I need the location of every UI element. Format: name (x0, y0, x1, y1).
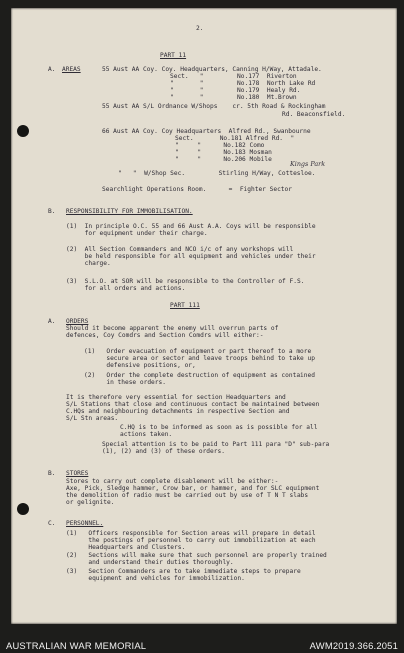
section-b-label: B. (48, 208, 56, 215)
stores-heading: STORES (66, 470, 89, 477)
punch-hole (17, 503, 29, 515)
orders-paragraph: Special attention is to be paid to Part 111 para "D" sub-para (1), (2) and (3) of these orders. (102, 441, 330, 455)
area-line: " " No.183 Mosman (175, 149, 272, 156)
page-number: 2. (196, 25, 204, 32)
orders-heading: ORDERS (66, 318, 89, 325)
area-line: " " W/Shop Sec. Stirling H/Way, Cottesloe. (118, 170, 316, 177)
personnel-heading: PERSONNEL. (66, 520, 104, 527)
area-line: " " No.182 Como (175, 142, 265, 149)
section-a-label: A. (48, 66, 56, 73)
orders-paragraph: C.HQ is to be informed as soon as is possible for all actions taken. (120, 424, 318, 438)
area-line: " " No.179 Healy Rd. (170, 87, 301, 94)
responsibility-item: (3) S.L.O. at SOR will be responsible to the Controller of F.S. for all orders and actions. (66, 278, 305, 292)
personnel-label: C. (48, 520, 56, 527)
area-line: 55 Aust AA S/L Ordnance W/Shops cr. 5th Road & Rockingham (102, 103, 326, 110)
areas-heading: AREAS (62, 66, 81, 73)
area-line: Searchlight Operations Room. = Fighter Sector (102, 186, 292, 193)
responsibility-heading: RESPONSIBILITY FOR IMMOBILISATION. (66, 208, 193, 215)
area-line: Rd. Beaconsfield. (282, 111, 346, 118)
footer-institution: AUSTRALIAN WAR MEMORIAL (6, 640, 147, 651)
area-line: " " No.180 Mt.Brown (170, 94, 297, 101)
responsibility-item: (1) In principle O.C. 55 and 66 Aust A.A. Coys will be responsible for equipment under their charge. (66, 223, 316, 237)
punch-hole (17, 125, 29, 137)
handwritten-annotation: Kings Park (290, 160, 326, 168)
area-line: Sect. No.181 Alfred Rd. " (175, 135, 295, 142)
part-2-heading: PART 11 (160, 52, 187, 59)
part-3-heading: PART 111 (170, 302, 200, 309)
orders-item: (1) Order evacuation of equipment or part thereof to a more secure area or sector and leave troops behind to take up defensive positions, or, (84, 348, 315, 369)
responsibility-item: (2) All Section Commanders and NCO i/c of any workshops will be held responsible for all equipment and vehicles under their charge. (66, 246, 316, 267)
orders-item: (2) Order the complete destruction of equipment as contained in these orders. (84, 372, 315, 386)
orders-paragraph: It is therefore very essential for section Headquarters and S/L Stations that close and continuous contact be maintained between C.HQs and neighbouring detachments in respective Section and S/L Stn areas. (66, 394, 320, 422)
area-line: " " No.206 Mobile (175, 156, 272, 163)
area-line: " " No.178 North Lake Rd (170, 80, 316, 87)
orders-intro: Should it become apparent the enemy will overrun parts of defences, Coy Comdrs and Section Comdrs will either:- (66, 325, 279, 339)
footer-accession-number: AWM2019.366.2051 (309, 640, 398, 651)
area-line: 66 Aust AA Coy. Coy Headquarters Alfred Rd., Swanbourne (102, 128, 311, 135)
footer-bar (0, 627, 404, 653)
personnel-item: (1) Officers responsible for Section areas will prepare in detail the postings of personnel to carry out immobilization at each Headquarters and Clusters. (66, 530, 316, 551)
area-line: Sect. " No.177 Riverton (170, 73, 297, 80)
area-line: 55 Aust AA Coy. Coy. Headquarters, Canning H/Way, Attadale. (102, 66, 322, 73)
stores-text: Stores to carry out complete disablement will be either:- Axe, Pick, Sledge hammer, Crow bar, or hammer, and for SLC equipment the demolition of radio must be carried out by use of T N T slabs or gelignite. (66, 478, 320, 506)
personnel-item: (2) Sections will make sure that such personnel are properly trained and understand their duties thoroughly. (66, 552, 327, 566)
stores-label: B. (48, 470, 56, 477)
personnel-item: (3) Section Commanders are to take immediate steps to prepare equipment and vehicles for immobilization. (66, 568, 301, 582)
orders-label: A. (48, 318, 56, 325)
